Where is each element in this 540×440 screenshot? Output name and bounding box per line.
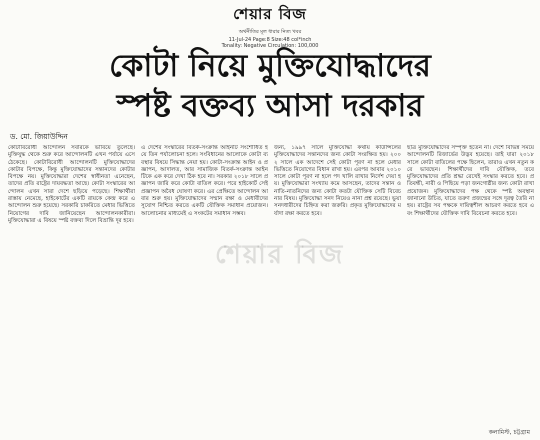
article-body xyxy=(8,145,534,437)
newspaper-name: শেয়ার বিজ xyxy=(233,5,307,23)
author-sign-off: কলামিস্ট, চট্টগ্রাম xyxy=(488,429,530,436)
headline-line-2: স্পষ্ট বক্তব্য আসা দরকার xyxy=(116,88,424,124)
article-column-3: জন্য, ১৯৯৭ সালে মুক্তিযোদ্ধা কথায় কাউন্সিলের মুক্তিযোদ্ধাদের সন্তানদের জন্য কোটা সংরক্ষিত হয়। ২০০২ সালে এক আদেশে সেই কোটা পূরণ না হলে মেধার ভিত্তিতে নিয়োগের বিধান রাখা হয়। এরপর আবার ২০১০ সালে কোটা পূরণ না হলে পদ খালি রাখার নির্দেশ দেয়া হয়। মুক্তিযোদ্ধারা সংখ্যায় কমে আসছেন, তাদের সন্তান ও নাতি-নাতনিদের জন্য কোটা কতটা যৌক্তিক সেটি বিবেচনার বিষয়। মুক্তিযোদ্ধা সনদ নিয়েও নানা প্রশ্ন রয়েছে। ভুয়া সনদধারীদের চিহ্নিত করা জরুরি। প্রকৃত মুক্তিযোদ্ধাদের মর্যাদা রক্ষা করতে হবে। xyxy=(274,145,401,217)
article-column-2: এ দেশের সংস্কারের বিতর্ক-সংক্রান্ত আইনটি সংশোধিত হয়ে তিন পর্যালোচনা হলে। সংবিধানের আলোকে কোটা ব্যবস্থার বিষয়ে সিদ্ধান্ত নেয়া হয়। কোটা-সংক্রান্ত আইন ও প্রজ্ঞাপন, আদালত, আর সামাজিক বিতর্ক-সংক্রান্ত আইনটিকে এক করে দেখা ঠিক হবে না। সরকার ২০১৮ সালে প্রজ্ঞাপন জারি করে কোটা বাতিল করে। পরে হাইকোর্ট সেই প্রজ্ঞাপন অবৈধ ঘোষণা করে। এর প্রেক্ষিতে আন্দোলন আবার শুরু হয়। মুক্তিযোদ্ধাদের সম্মান রক্ষা ও মেধাবীদের সুযোগ নিশ্চিত করতে একটি যৌক্তিক সমাধান প্রয়োজন। আলোচনার মাধ্যমেই এ সংকটের সমাধান সম্ভব। xyxy=(141,145,268,217)
newspaper-tagline: অর্থনীতির মূল ধারার নিত্য খবর xyxy=(238,29,302,35)
article-column-4: ছাত্র মুক্তিযোদ্ধাদের সম্পৃক্ত হতেন না। দেশে বিভিন্ন সময়ে আন্দোলনটি রিজার্ভের উদ্ভব হয়েছে। তাই যারা ২০১৮ সালে কোটা বাতিলের পক্ষে ছিলেন, তারাও এখন নতুন করে ভাবছেন। শিক্ষার্থীদের দাবি যৌক্তিক, তবে মুক্তিযোদ্ধাদের প্রতি শ্রদ্ধা রেখেই সংস্কার করতে হবে। প্রতিবন্ধী, নারী ও পিছিয়ে পড়া জনগোষ্ঠীর জন্য কোটা রাখা প্রয়োজন। মুক্তিযোদ্ধাদের পক্ষ থেকে স্পষ্ট অবস্থান জানানো উচিত, যাতে তরুণ প্রজন্মের সঙ্গে দূরত্ব তৈরি না হয়। রাষ্ট্রের সব পক্ষকে দায়িত্বশীল আচরণ করতে হবে এবং শিক্ষার্থীদের যৌক্তিক দাবি বিবেচনা করতে হবে। xyxy=(407,145,534,217)
article-headline xyxy=(0,46,540,126)
clipping-metadata: 11-Jul-24 Page:8 Size:48 col*inch Tonality: Negative Circulation: 100,000 xyxy=(221,37,319,49)
headline-line-1: কোটা নিয়ে মুক্তিযোদ্ধাদের xyxy=(109,48,431,84)
watermark: শেয়ার বিজ xyxy=(215,240,345,270)
masthead xyxy=(0,0,540,49)
article-column-1: কোটাবিরোধী আন্দোলন সবারকে ভাবিয়ে তুলেছে। মুক্তিযুদ্ধ থেকে শুরু করে আন্দোলনটি এখন পর্যায়ে এসে ঠেকেছে। কোটাবিরোধী আন্দোলনটি মুক্তিযোদ্ধাদের কোটার বিপক্ষে, কিন্তু মুক্তিযোদ্ধাদের সন্তানদের কোটার বিপক্ষে নয়। মুক্তিযোদ্ধারা দেশের স্বাধীনতা এনেছেন, তাদের প্রতি রাষ্ট্রের দায়বদ্ধতা আছে। কোটা সংস্কারের আন্দোলন এখন সারা দেশে ছড়িয়ে পড়েছে। শিক্ষার্থীরা রাস্তায় নেমেছে, হাইকোর্টের একটি রায়কে কেন্দ্র করে এ আন্দোলন শুরু হয়েছে। সরকারি চাকরিতে মেধার ভিত্তিতে নিয়োগের দাবি জানিয়েছেন আন্দোলনকারীরা। মুক্তিযোদ্ধারা এ বিষয়ে স্পষ্ট বক্তব্য দিলে বিভ্রান্তি দূর হবে। xyxy=(8,145,135,224)
byline: ড. মো. জিয়াউদ্দিন xyxy=(10,132,68,141)
